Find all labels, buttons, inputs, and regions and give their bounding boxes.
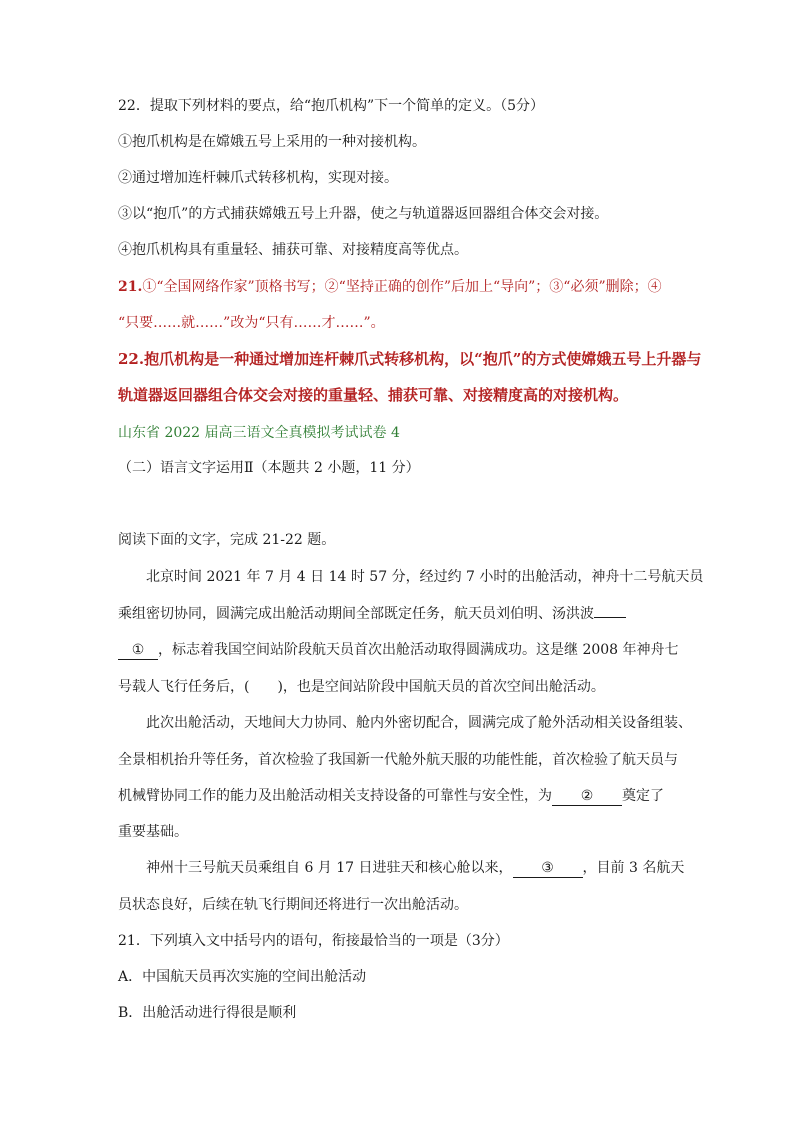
passage-p3-line-2: 员状态良好，后续在轨飞行期间还将进行一次出舱活动。	[118, 897, 468, 913]
answer-21-text: ①“全国网络作家”顶格书写；②“坚持正确的创作”后加上“导向”；③“必须”删除；④	[142, 279, 662, 295]
q22-prompt-title: 22．提取下列材料的要点，给“抱爪机构”下一个简单的定义。（5分）	[118, 98, 545, 114]
answer-21-line-2: “只要……就……”改为“只有……才……”。	[118, 315, 385, 331]
passage-p1-line-1: 北京时间 2021 年 7 月 4 日 14 时 57 分，经过约 7 小时的出舱活动，神舟十二号航天员	[146, 569, 704, 585]
q21-option-b: B．出舱活动进行得很是顺利	[118, 1005, 297, 1021]
blank-1: ①	[118, 641, 158, 660]
q22-point-2: ②通过增加连杆棘爪式转移机构，实现对接。	[118, 170, 398, 186]
passage-p2-line-4: 重要基础。	[118, 824, 188, 840]
q22-point-3: ③以“抱爪”的方式捕获嫦娥五号上升器，使之与轨道器返回器组合体交会对接。	[118, 206, 609, 222]
q21-stem: 21．下列填入文中括号内的语句，衔接最恰当的一项是（3分）	[118, 933, 509, 949]
passage-p2-line-3b: 奠定了	[622, 788, 664, 804]
source-title: 山东省 2022 届高三语文全真模拟考试试卷 4	[118, 425, 400, 441]
passage-p3-line-1b: ，目前 3 名航天	[582, 860, 685, 876]
answer-22-line-1	[118, 349, 701, 369]
passage-p1-line-3	[118, 640, 679, 660]
q22-point-1: ①抱爪机构是在嫦娥五号上采用的一种对接机构。	[118, 134, 426, 150]
passage-p1-line-2-text: 乘组密切协同，圆满完成出舱活动期间全部既定任务，航天员刘伯明、汤洪波	[118, 606, 594, 622]
q22-point-4: ④抱爪机构具有重量轻、捕获可靠、对接精度高等优点。	[118, 242, 468, 258]
answer-22-number: 22.	[118, 350, 145, 368]
answer-22-line-2: 轨道器返回器组合体交会对接的重量轻、捕获可靠、对接精度高的对接机构。	[118, 386, 629, 404]
passage-p3-line-1	[146, 858, 684, 878]
blank-2: ②	[552, 787, 622, 806]
answer-21-number: 21.	[118, 279, 143, 295]
passage-p1-line-4: 号载人飞行任务后，( )，也是空间站阶段中国航天员的首次空间出舱活动。	[118, 679, 605, 695]
answer-21-line-1	[118, 277, 662, 297]
passage-p2-line-3	[118, 786, 664, 806]
passage-p1-line-3-text: ，标志着我国空间站阶段航天员首次出舱活动取得圆满成功。这是继 2008 年神舟七	[158, 642, 679, 658]
passage-p2-line-3a: 机械臂协同工作的能力及出舱活动相关支持设备的可靠性与安全性，为	[118, 788, 552, 804]
section-heading: （二）语言文字运用Ⅱ（本题共 2 小题，11 分）	[118, 460, 420, 476]
answer-22-text: 抱爪机构是一种通过增加连杆棘爪式转移机构，以“抱爪”的方式使嫦娥五号上升器与	[144, 350, 702, 368]
passage-p1-line-2	[118, 604, 626, 624]
passage-p2-line-2: 全景相机抬升等任务，首次检验了我国新一代舱外航天服的功能性能，首次检验了航天员与	[118, 752, 678, 768]
passage-p3-line-1a: 神州十三号航天员乘组自 6 月 17 日进驻天和核心舱以来，	[146, 860, 513, 876]
blank-3: ③	[513, 859, 583, 878]
passage-p2-line-1: 此次出舱活动，天地间大力协同、舱内外密切配合，圆满完成了舱外活动相关设备组装、	[146, 715, 692, 731]
blank-1-start	[594, 617, 626, 618]
reading-instruction: 阅读下面的文字，完成 21-22 题。	[118, 532, 336, 548]
q21-option-a: A．中国航天员再次实施的空间出舱活动	[118, 969, 367, 985]
